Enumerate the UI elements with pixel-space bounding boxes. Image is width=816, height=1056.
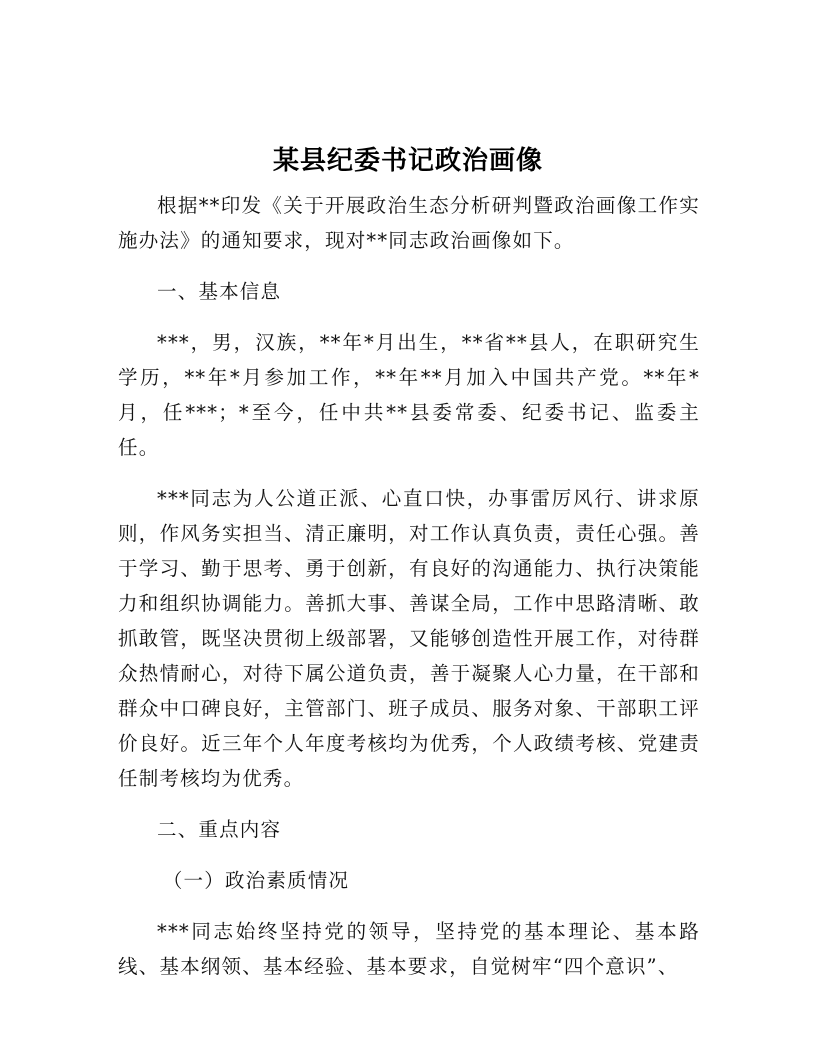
intro-paragraph: 根据**印发《关于开展政治生态分析研判暨政治画像工作实施办法》的通知要求，现对**同志政治画像如下。 bbox=[118, 194, 700, 252]
document-title: 某县纪委书记政治画像 bbox=[272, 146, 543, 176]
basic-info-paragraph: ***，男，汉族，**年*月出生，**省**县人，在职研究生学历，**年*月参加工作，**年**月加入中国共产党。**年*月，任***；*至今，任中共**县委常委、纪委书记、监委主任。 bbox=[118, 331, 700, 459]
document-body bbox=[118, 188, 700, 1000]
section-heading-key-content: 二、重点内容 bbox=[157, 818, 282, 841]
section-heading-basic-info: 一、基本信息 bbox=[157, 280, 282, 303]
political-quality-paragraph: ***同志始终坚持党的领导，坚持党的基本理论、基本路线、基本纲领、基本经验、基本要求，自觉树牢“四个意识”、 bbox=[118, 920, 700, 978]
subsection-heading-political-quality: （一）政治素质情况 bbox=[162, 869, 350, 892]
character-paragraph: ***同志为人公道正派、心直口快，办事雷厉风行、讲求原则，作风务实担当、清正廉明，对工作认真负责，责任心强。善于学习、勤于思考、勇于创新，有良好的沟通能力、执行决策能力和组织协调能力。善抓大事、善谋全局，工作中思路清晰、敢抓敢管，既坚决贯彻上级部署，又能够创造性开展工作，对待群众热情耐心，对待下属公道负责，善于凝聚人心力量，在干部和群众中口碑良好，主管部门、班子成员、服务对象、干部职工评价良好。近三年个人年度考核均为优秀，个人政绩考核、党建责任制考核均为优秀。 bbox=[118, 487, 700, 790]
